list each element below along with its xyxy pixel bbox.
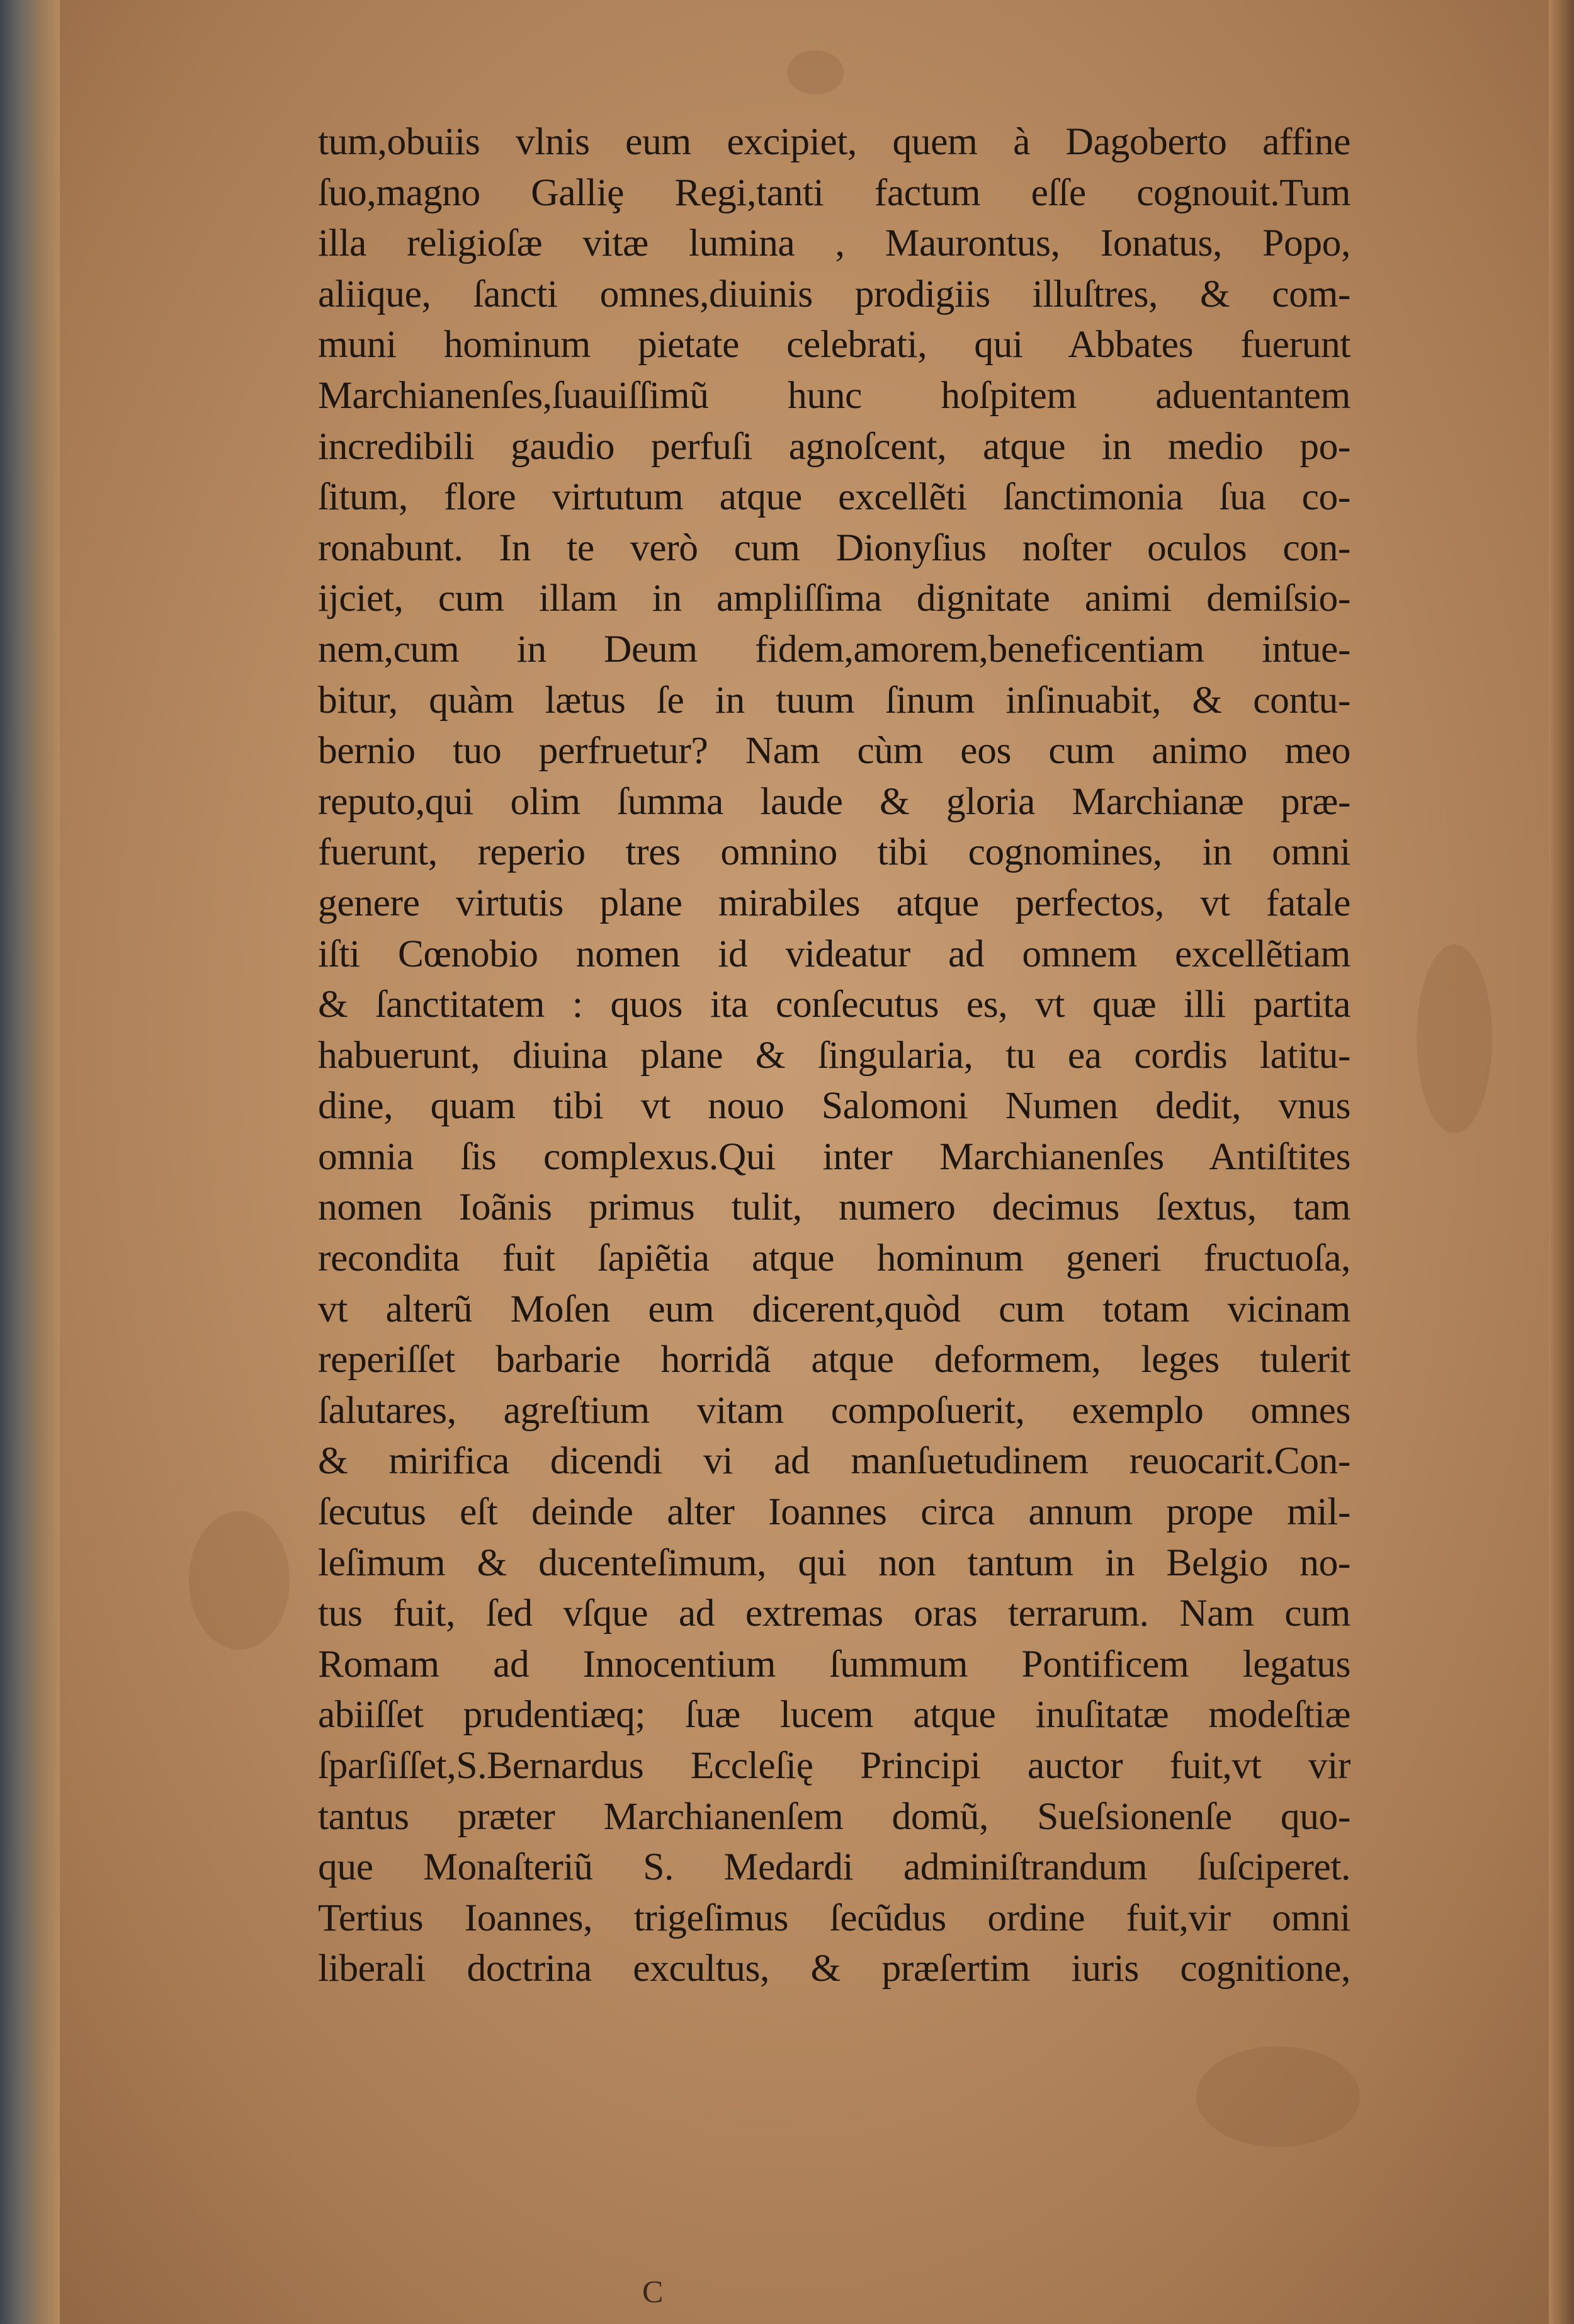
text-line: abiiſſet prudentiæq; ſuæ lucem atque inuſitatæ modeſtiæ: [318, 1693, 1350, 1737]
stain: [189, 1511, 290, 1650]
text-line: tus fuit, ſed vſque ad extremas oras terrarum. Nam cum: [318, 1592, 1350, 1635]
text-line: recondita fuit ſapiẽtia atque hominum generi fructuoſa,: [318, 1237, 1350, 1280]
text-line: liberali doctrina excultus, & præſertim iuris cognitione,: [318, 1947, 1350, 1990]
text-line: ſalutares, agreſtium vitam compoſuerit, exemplo omnes: [318, 1388, 1350, 1432]
catchword: C: [642, 2274, 664, 2309]
stain: [1417, 944, 1492, 1133]
text-line: omnia ſis complexus.Qui inter Marchianenſes Antiſtites: [318, 1135, 1350, 1178]
text-line: Romam ad Innocentium ſummum Pontificem legatus: [318, 1642, 1350, 1686]
text-line: illa religioſæ vitæ lumina , Maurontus, Ionatus, Popo,: [318, 222, 1350, 265]
text-line: ijciet, cum illam in ampliſſima dignitate animi demiſsio-: [318, 577, 1350, 620]
text-line: muni hominum pietate celebrati, qui Abbates fuerunt: [318, 323, 1350, 366]
text-line: tum,obuiis vlnis eum excipiet, quem à Dagoberto affine: [318, 120, 1350, 163]
binding-edge: [0, 0, 60, 2324]
stain: [1196, 2046, 1360, 2147]
text-line: incredibili gaudio perfuſi agnoſcent, atque in medio po-: [318, 424, 1350, 468]
text-line: & mirifica dicendi vi ad manſuetudinem reuocarit.Con-: [318, 1439, 1350, 1483]
page-edge: [1549, 0, 1574, 2324]
text-line: dine, quam tibi vt nouo Salomoni Numen dedit, vnus: [318, 1084, 1350, 1128]
text-line: ſecutus eſt deinde alter Ioannes circa annum prope mil-: [318, 1490, 1350, 1534]
text-line: bitur, quàm lætus ſe in tuum ſinum inſinuabit, & contu-: [318, 678, 1350, 722]
text-line: bernio tuo perfruetur? Nam cùm eos cum animo meo: [318, 729, 1350, 773]
text-line: aliique, ſancti omnes,diuinis prodigiis illuſtres, & com-: [318, 272, 1350, 315]
text-line: que Monaſteriũ S. Medardi adminiſtrandum ſuſciperet.: [318, 1845, 1350, 1889]
text-line: habuerunt, diuina plane & ſingularia, tu ea cordis latitu-: [318, 1033, 1350, 1077]
text-line: genere virtutis plane mirabiles atque perfectos, vt fatale: [318, 881, 1350, 924]
body-text: [318, 116, 1350, 1994]
text-line: ſuo,magno Galliȩ Regi,tanti factum eſſe cognouit.Tum: [318, 171, 1350, 214]
text-line: ſparſiſſet,S.Bernardus Eccleſię Principi auctor fuit,vt vir: [318, 1744, 1350, 1787]
text-line: tantus præter Marchianenſem domũ, Sueſsionenſe quo-: [318, 1794, 1350, 1838]
text-line: ſitum, flore virtutum atque excellẽti ſanctimonia ſua co-: [318, 475, 1350, 519]
text-line: reperiſſet barbarie horridã atque deformem, leges tulerit: [318, 1338, 1350, 1381]
text-line: iſti Cœnobio nomen id videatur ad omnem excellẽtiam: [318, 932, 1350, 975]
text-line: & ſanctitatem : quos ita conſecutus es, vt quæ illi partita: [318, 983, 1350, 1026]
stain: [787, 50, 844, 94]
text-line: nem,cum in Deum fidem,amorem,beneficentiam intue-: [318, 627, 1350, 671]
text-line: reputo,qui olim ſumma laude & gloria Marchianæ præ-: [318, 779, 1350, 823]
text-line: ronabunt. In te verò cum Dionyſius noſter oculos con-: [318, 526, 1350, 569]
text-line: leſimum & ducenteſimum, qui non tantum in Belgio no-: [318, 1541, 1350, 1584]
text-line: nomen Ioãnis primus tulit, numero decimus ſextus, tam: [318, 1186, 1350, 1229]
text-line: Marchianenſes,ſuauiſſimũ hunc hoſpitem aduentantem: [318, 373, 1350, 417]
text-line: fuerunt, reperio tres omnino tibi cognomines, in omni: [318, 830, 1350, 874]
text-line: Tertius Ioannes, trigeſimus ſecũdus ordine fuit,vir omni: [318, 1896, 1350, 1939]
text-line: vt alterũ Moſen eum dicerent,quòd cum totam vicinam: [318, 1287, 1350, 1330]
